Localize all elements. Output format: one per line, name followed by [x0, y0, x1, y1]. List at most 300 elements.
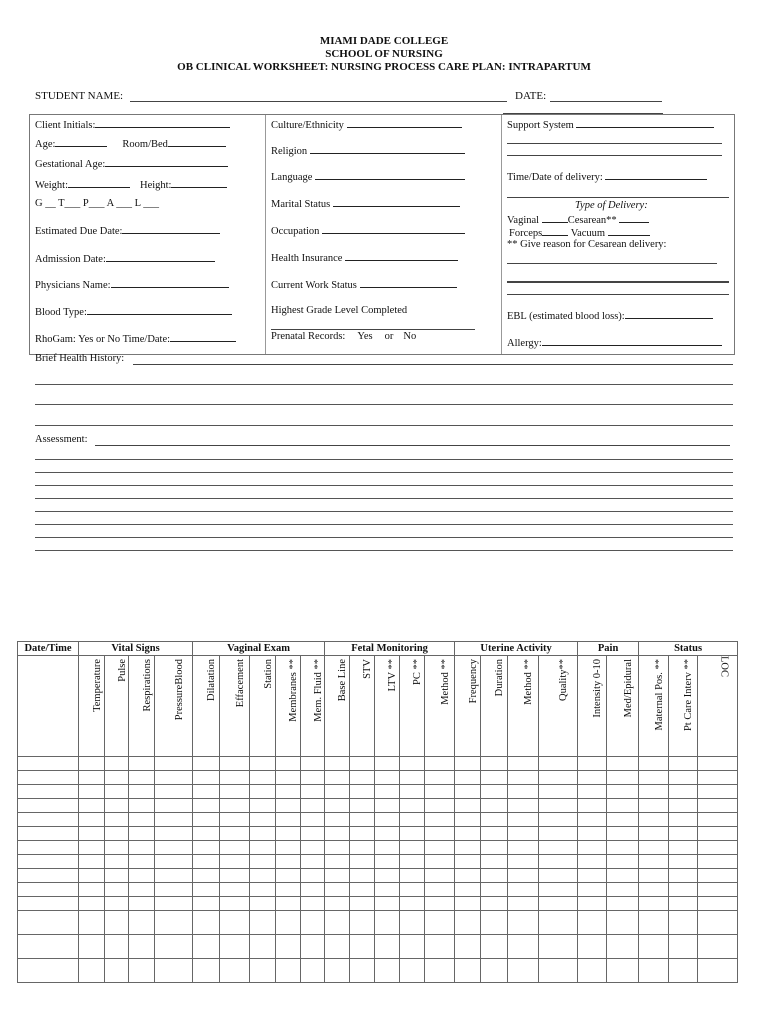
grid-cell[interactable]	[639, 897, 669, 911]
grid-cell[interactable]	[350, 935, 375, 959]
grid-cell[interactable]	[129, 785, 155, 799]
grid-cell[interactable]	[607, 855, 639, 869]
grid-cell[interactable]	[669, 757, 698, 771]
grid-cell[interactable]	[220, 935, 250, 959]
grid-cell[interactable]	[325, 855, 350, 869]
grid-cell[interactable]	[425, 785, 455, 799]
grid-cell[interactable]	[301, 883, 325, 897]
grid-cell[interactable]	[301, 911, 325, 935]
grid-cell[interactable]	[508, 799, 539, 813]
grid-cell[interactable]	[481, 883, 508, 897]
grid-cell[interactable]	[455, 799, 481, 813]
grid-cell[interactable]	[129, 897, 155, 911]
gestational-age-field[interactable]	[105, 157, 228, 167]
grid-cell[interactable]	[639, 785, 669, 799]
grid-cell[interactable]	[220, 799, 250, 813]
grid-cell[interactable]	[455, 897, 481, 911]
due-date-field[interactable]	[122, 224, 220, 234]
grid-cell[interactable]	[607, 897, 639, 911]
grid-cell[interactable]	[455, 827, 481, 841]
grid-cell[interactable]	[193, 757, 220, 771]
grid-cell[interactable]	[607, 911, 639, 935]
grid-cell[interactable]	[375, 827, 400, 841]
grid-cell[interactable]	[578, 757, 607, 771]
grid-cell[interactable]	[481, 935, 508, 959]
language-field[interactable]	[315, 170, 465, 180]
grid-cell[interactable]	[129, 959, 155, 983]
grid-cell[interactable]	[105, 771, 129, 785]
grid-cell[interactable]	[129, 827, 155, 841]
grid-cell[interactable]	[350, 799, 375, 813]
grid-cell[interactable]	[639, 959, 669, 983]
grid-cell[interactable]	[539, 799, 578, 813]
grid-cell[interactable]	[129, 813, 155, 827]
assessment-line[interactable]	[35, 472, 733, 473]
grid-cell[interactable]	[508, 911, 539, 935]
grid-cell[interactable]	[425, 911, 455, 935]
grid-cell[interactable]	[129, 841, 155, 855]
rhogam-field[interactable]	[170, 332, 236, 342]
grid-cell[interactable]	[79, 771, 105, 785]
grid-cell[interactable]	[698, 869, 738, 883]
grid-cell[interactable]	[129, 869, 155, 883]
grid-cell[interactable]	[539, 771, 578, 785]
grid-cell[interactable]	[155, 785, 193, 799]
grid-cell[interactable]	[18, 771, 79, 785]
grid-cell[interactable]	[129, 855, 155, 869]
vacuum-field[interactable]	[608, 226, 650, 236]
client-initials-field[interactable]	[95, 118, 230, 128]
grid-cell[interactable]	[607, 841, 639, 855]
grid-cell[interactable]	[220, 959, 250, 983]
admission-date-field[interactable]	[106, 252, 215, 262]
grid-cell[interactable]	[455, 841, 481, 855]
student-name-field[interactable]	[130, 101, 507, 102]
grid-cell[interactable]	[105, 799, 129, 813]
assessment-line[interactable]	[35, 524, 733, 525]
grid-cell[interactable]	[220, 911, 250, 935]
grid-cell[interactable]	[508, 841, 539, 855]
grid-cell[interactable]	[578, 883, 607, 897]
marital-status-field[interactable]	[333, 197, 460, 207]
grid-cell[interactable]	[193, 841, 220, 855]
grid-cell[interactable]	[698, 827, 738, 841]
prenatal-no-option[interactable]: No	[403, 331, 417, 342]
health-history-line[interactable]	[35, 425, 733, 426]
grid-cell[interactable]	[639, 841, 669, 855]
grid-cell[interactable]	[220, 785, 250, 799]
gtpal-field[interactable]: G __ T___ P___ A ___ L ___	[35, 198, 159, 209]
grid-cell[interactable]	[639, 771, 669, 785]
grid-cell[interactable]	[250, 935, 276, 959]
prenatal-yes-option[interactable]: Yes	[357, 331, 373, 342]
grid-cell[interactable]	[375, 855, 400, 869]
health-insurance-field[interactable]	[345, 251, 458, 261]
grid-cell[interactable]	[325, 771, 350, 785]
grid-cell[interactable]	[639, 813, 669, 827]
grid-cell[interactable]	[698, 911, 738, 935]
grid-cell[interactable]	[350, 869, 375, 883]
support-system-field[interactable]	[576, 118, 714, 128]
grid-cell[interactable]	[350, 827, 375, 841]
grid-cell[interactable]	[276, 813, 301, 827]
cesarean-reason-line[interactable]	[507, 294, 729, 295]
vaginal-field[interactable]	[542, 213, 568, 223]
grid-cell[interactable]	[400, 883, 425, 897]
grid-cell[interactable]	[400, 959, 425, 983]
grid-cell[interactable]	[105, 897, 129, 911]
grid-cell[interactable]	[607, 813, 639, 827]
grid-cell[interactable]	[193, 771, 220, 785]
blood-type-field[interactable]	[87, 305, 232, 315]
grid-cell[interactable]	[276, 869, 301, 883]
grid-cell[interactable]	[481, 827, 508, 841]
ebl-field[interactable]	[625, 309, 713, 319]
grid-cell[interactable]	[220, 841, 250, 855]
grid-cell[interactable]	[18, 799, 79, 813]
grid-cell[interactable]	[18, 935, 79, 959]
grid-cell[interactable]	[18, 883, 79, 897]
grid-cell[interactable]	[539, 757, 578, 771]
grid-cell[interactable]	[607, 799, 639, 813]
grid-cell[interactable]	[220, 855, 250, 869]
grid-cell[interactable]	[220, 897, 250, 911]
grid-cell[interactable]	[350, 771, 375, 785]
grid-cell[interactable]	[698, 813, 738, 827]
assessment-line[interactable]	[35, 485, 733, 486]
grid-cell[interactable]	[639, 869, 669, 883]
grid-cell[interactable]	[508, 883, 539, 897]
grid-cell[interactable]	[250, 883, 276, 897]
grid-cell[interactable]	[155, 771, 193, 785]
grid-cell[interactable]	[669, 883, 698, 897]
grid-cell[interactable]	[79, 869, 105, 883]
grid-cell[interactable]	[669, 935, 698, 959]
grid-cell[interactable]	[220, 827, 250, 841]
grid-cell[interactable]	[508, 855, 539, 869]
grid-cell[interactable]	[250, 827, 276, 841]
grid-cell[interactable]	[607, 935, 639, 959]
grid-cell[interactable]	[481, 771, 508, 785]
grid-cell[interactable]	[481, 785, 508, 799]
assessment-line[interactable]	[95, 445, 730, 446]
grid-cell[interactable]	[350, 757, 375, 771]
grid-cell[interactable]	[639, 935, 669, 959]
occupation-field[interactable]	[322, 224, 465, 234]
grid-cell[interactable]	[578, 897, 607, 911]
grid-cell[interactable]	[425, 771, 455, 785]
grid-cell[interactable]	[481, 897, 508, 911]
grid-cell[interactable]	[481, 959, 508, 983]
grid-cell[interactable]	[481, 841, 508, 855]
grid-cell[interactable]	[220, 883, 250, 897]
grid-cell[interactable]	[250, 771, 276, 785]
grid-cell[interactable]	[350, 883, 375, 897]
grid-cell[interactable]	[481, 855, 508, 869]
date-field[interactable]	[550, 101, 662, 102]
grid-cell[interactable]	[607, 827, 639, 841]
grid-cell[interactable]	[578, 785, 607, 799]
grid-cell[interactable]	[325, 841, 350, 855]
grid-cell[interactable]	[350, 855, 375, 869]
grid-cell[interactable]	[105, 855, 129, 869]
grid-cell[interactable]	[539, 883, 578, 897]
grid-cell[interactable]	[375, 757, 400, 771]
grid-cell[interactable]	[301, 813, 325, 827]
grid-cell[interactable]	[375, 813, 400, 827]
grid-cell[interactable]	[698, 897, 738, 911]
grid-cell[interactable]	[539, 855, 578, 869]
grid-cell[interactable]	[669, 799, 698, 813]
grid-cell[interactable]	[301, 771, 325, 785]
grid-cell[interactable]	[607, 869, 639, 883]
grid-cell[interactable]	[325, 799, 350, 813]
grid-cell[interactable]	[350, 785, 375, 799]
grid-cell[interactable]	[250, 959, 276, 983]
grid-cell[interactable]	[301, 959, 325, 983]
grid-cell[interactable]	[155, 799, 193, 813]
grid-cell[interactable]	[301, 869, 325, 883]
grid-cell[interactable]	[325, 959, 350, 983]
grid-cell[interactable]	[455, 771, 481, 785]
grid-cell[interactable]	[193, 883, 220, 897]
grid-cell[interactable]	[639, 827, 669, 841]
grid-cell[interactable]	[18, 855, 79, 869]
grid-cell[interactable]	[129, 757, 155, 771]
grid-cell[interactable]	[155, 869, 193, 883]
grid-cell[interactable]	[301, 935, 325, 959]
grid-cell[interactable]	[578, 855, 607, 869]
grid-cell[interactable]	[301, 785, 325, 799]
assessment-line[interactable]	[35, 537, 733, 538]
grid-cell[interactable]	[425, 855, 455, 869]
grid-cell[interactable]	[669, 911, 698, 935]
grid-cell[interactable]	[578, 813, 607, 827]
grid-cell[interactable]	[18, 785, 79, 799]
grid-cell[interactable]	[105, 959, 129, 983]
grid-cell[interactable]	[698, 959, 738, 983]
grid-cell[interactable]	[639, 757, 669, 771]
grid-cell[interactable]	[375, 897, 400, 911]
grid-cell[interactable]	[639, 911, 669, 935]
grid-cell[interactable]	[325, 897, 350, 911]
grid-cell[interactable]	[425, 827, 455, 841]
grid-cell[interactable]	[508, 935, 539, 959]
grid-cell[interactable]	[105, 869, 129, 883]
grid-cell[interactable]	[698, 757, 738, 771]
height-field[interactable]	[171, 178, 227, 188]
grid-cell[interactable]	[669, 855, 698, 869]
grid-cell[interactable]	[375, 959, 400, 983]
grid-cell[interactable]	[301, 841, 325, 855]
grid-cell[interactable]	[400, 799, 425, 813]
delivery-time-line[interactable]	[507, 197, 729, 198]
grid-cell[interactable]	[105, 813, 129, 827]
grid-cell[interactable]	[18, 757, 79, 771]
grid-cell[interactable]	[301, 897, 325, 911]
grid-cell[interactable]	[105, 841, 129, 855]
grid-cell[interactable]	[276, 771, 301, 785]
grid-cell[interactable]	[400, 911, 425, 935]
grid-cell[interactable]	[455, 785, 481, 799]
grid-cell[interactable]	[155, 935, 193, 959]
grid-cell[interactable]	[607, 785, 639, 799]
grid-cell[interactable]	[350, 813, 375, 827]
cesarean-reason-line[interactable]	[507, 281, 729, 283]
grid-cell[interactable]	[425, 757, 455, 771]
health-history-line[interactable]	[35, 404, 733, 405]
grid-cell[interactable]	[250, 785, 276, 799]
assessment-line[interactable]	[35, 498, 733, 499]
grid-cell[interactable]	[669, 771, 698, 785]
grid-cell[interactable]	[79, 883, 105, 897]
grid-cell[interactable]	[375, 771, 400, 785]
grid-cell[interactable]	[481, 757, 508, 771]
grid-cell[interactable]	[508, 869, 539, 883]
grid-cell[interactable]	[18, 869, 79, 883]
grid-cell[interactable]	[425, 959, 455, 983]
grid-cell[interactable]	[698, 785, 738, 799]
grid-cell[interactable]	[669, 897, 698, 911]
grid-cell[interactable]	[276, 757, 301, 771]
grid-cell[interactable]	[105, 757, 129, 771]
health-history-line[interactable]	[133, 364, 733, 365]
grid-cell[interactable]	[425, 841, 455, 855]
allergy-field[interactable]	[542, 336, 722, 346]
grid-cell[interactable]	[698, 841, 738, 855]
grid-cell[interactable]	[325, 827, 350, 841]
grid-cell[interactable]	[155, 757, 193, 771]
religion-field[interactable]	[310, 144, 465, 154]
grid-cell[interactable]	[508, 827, 539, 841]
grid-cell[interactable]	[539, 785, 578, 799]
age-field[interactable]	[55, 137, 107, 147]
grid-cell[interactable]	[508, 897, 539, 911]
grid-cell[interactable]	[455, 883, 481, 897]
grid-cell[interactable]	[350, 897, 375, 911]
grid-cell[interactable]	[155, 841, 193, 855]
grid-cell[interactable]	[18, 911, 79, 935]
grid-cell[interactable]	[400, 935, 425, 959]
grid-cell[interactable]	[539, 813, 578, 827]
grid-cell[interactable]	[508, 959, 539, 983]
grid-cell[interactable]	[276, 883, 301, 897]
grid-cell[interactable]	[669, 841, 698, 855]
grid-cell[interactable]	[220, 771, 250, 785]
assessment-line[interactable]	[35, 511, 733, 512]
grid-cell[interactable]	[250, 897, 276, 911]
grid-cell[interactable]	[508, 757, 539, 771]
grid-cell[interactable]	[669, 827, 698, 841]
grid-cell[interactable]	[105, 785, 129, 799]
grid-cell[interactable]	[301, 799, 325, 813]
grid-cell[interactable]	[350, 959, 375, 983]
grid-cell[interactable]	[250, 869, 276, 883]
grid-cell[interactable]	[350, 911, 375, 935]
grid-cell[interactable]	[639, 883, 669, 897]
grid-cell[interactable]	[79, 813, 105, 827]
grid-cell[interactable]	[155, 855, 193, 869]
grid-cell[interactable]	[539, 827, 578, 841]
grid-cell[interactable]	[578, 959, 607, 983]
grid-cell[interactable]	[220, 869, 250, 883]
grid-cell[interactable]	[539, 959, 578, 983]
grid-cell[interactable]	[18, 897, 79, 911]
grid-cell[interactable]	[276, 911, 301, 935]
grid-cell[interactable]	[425, 883, 455, 897]
grid-cell[interactable]	[276, 799, 301, 813]
grid-cell[interactable]	[301, 827, 325, 841]
grid-cell[interactable]	[155, 911, 193, 935]
grid-cell[interactable]	[607, 959, 639, 983]
grid-cell[interactable]	[79, 785, 105, 799]
grid-cell[interactable]	[539, 935, 578, 959]
grid-cell[interactable]	[18, 827, 79, 841]
grid-cell[interactable]	[669, 869, 698, 883]
grid-cell[interactable]	[669, 959, 698, 983]
room-bed-field[interactable]	[168, 137, 226, 147]
grid-cell[interactable]	[639, 855, 669, 869]
grid-cell[interactable]	[539, 869, 578, 883]
grid-cell[interactable]	[425, 935, 455, 959]
grid-cell[interactable]	[400, 785, 425, 799]
grid-cell[interactable]	[18, 813, 79, 827]
grid-cell[interactable]	[250, 757, 276, 771]
grid-cell[interactable]	[250, 855, 276, 869]
weight-field[interactable]	[68, 178, 130, 188]
grid-cell[interactable]	[155, 959, 193, 983]
grid-cell[interactable]	[375, 799, 400, 813]
grid-cell[interactable]	[698, 883, 738, 897]
grid-cell[interactable]	[607, 771, 639, 785]
assessment-line[interactable]	[35, 459, 733, 460]
grid-cell[interactable]	[155, 897, 193, 911]
grid-cell[interactable]	[276, 959, 301, 983]
grid-cell[interactable]	[129, 799, 155, 813]
grid-cell[interactable]	[400, 757, 425, 771]
grid-cell[interactable]	[193, 869, 220, 883]
grid-cell[interactable]	[193, 785, 220, 799]
grid-cell[interactable]	[79, 935, 105, 959]
grid-cell[interactable]	[325, 911, 350, 935]
grid-cell[interactable]	[325, 757, 350, 771]
grid-cell[interactable]	[155, 813, 193, 827]
grid-cell[interactable]	[607, 883, 639, 897]
grid-cell[interactable]	[129, 771, 155, 785]
grid-cell[interactable]	[193, 959, 220, 983]
cesarean-field[interactable]	[619, 213, 649, 223]
grade-level-field[interactable]	[271, 329, 475, 330]
grid-cell[interactable]	[578, 799, 607, 813]
grid-cell[interactable]	[400, 855, 425, 869]
grid-cell[interactable]	[508, 813, 539, 827]
grid-cell[interactable]	[578, 911, 607, 935]
grid-cell[interactable]	[669, 813, 698, 827]
grid-cell[interactable]	[375, 911, 400, 935]
grid-cell[interactable]	[193, 813, 220, 827]
grid-cell[interactable]	[250, 799, 276, 813]
grid-cell[interactable]	[400, 827, 425, 841]
grid-cell[interactable]	[79, 827, 105, 841]
grid-cell[interactable]	[698, 855, 738, 869]
grid-cell[interactable]	[325, 813, 350, 827]
grid-cell[interactable]	[325, 935, 350, 959]
grid-cell[interactable]	[18, 841, 79, 855]
grid-cell[interactable]	[375, 869, 400, 883]
grid-cell[interactable]	[539, 911, 578, 935]
grid-cell[interactable]	[276, 897, 301, 911]
grid-cell[interactable]	[79, 841, 105, 855]
